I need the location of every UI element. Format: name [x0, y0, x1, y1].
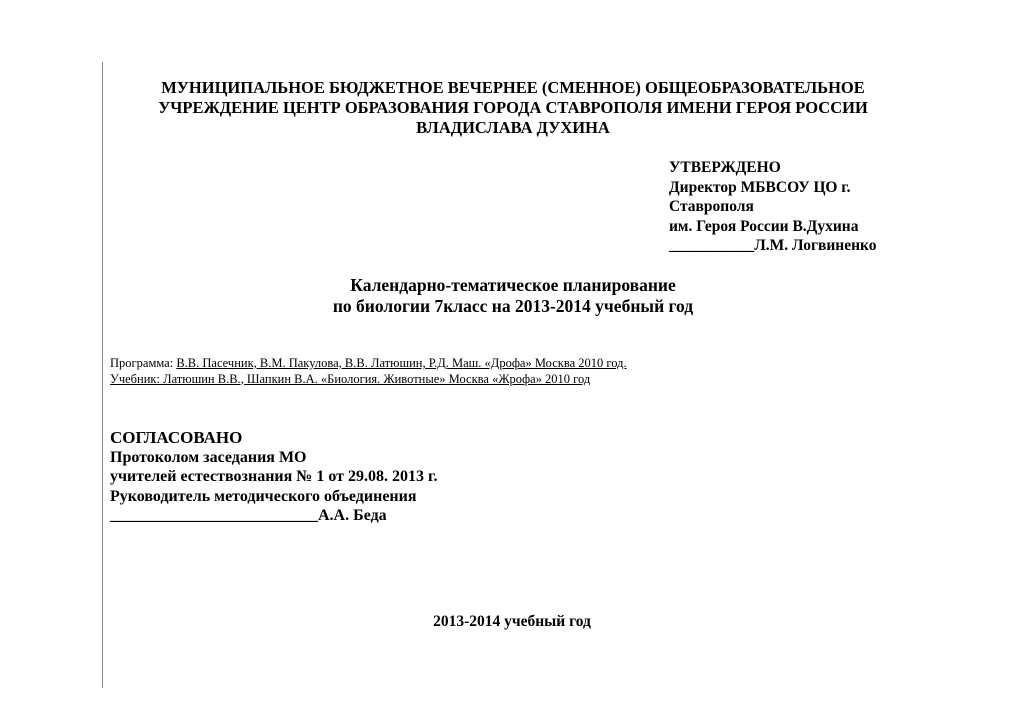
agreed-signature: __________________________А.А. Беда — [110, 507, 387, 524]
organization-header — [110, 78, 916, 138]
academic-year-footer: 2013-2014 учебный год — [433, 613, 591, 630]
approval-title: УТВЕРЖДЕНО — [669, 159, 781, 176]
program-label: Программа: — [110, 356, 174, 370]
organization-name-line-3: ВЛАДИСЛАВА ДУХИНА — [416, 118, 610, 137]
approval-position-line-2: Ставрополя — [669, 198, 754, 215]
approval-block — [669, 158, 877, 256]
agreed-title: СОГЛАСОВАНО — [110, 428, 243, 447]
left-margin-line — [102, 62, 103, 688]
organization-name-line-2: УЧРЕЖДЕНИЕ ЦЕНТР ОБРАЗОВАНИЯ ГОРОДА СТАВРОПОЛЯ ИМЕНИ ГЕРОЯ РОССИИ — [158, 98, 868, 117]
agreed-block — [110, 428, 437, 526]
approval-position-line-3: им. Героя России В.Духина — [669, 217, 859, 235]
program-text: В.В. Пасечник, В.М. Пакулова, В.В. Латюшин, Р.Д. Маш. «Дрофа» Москва 2010 год. — [176, 356, 627, 370]
textbook-label: Учебник: — [110, 371, 160, 386]
agreed-line-3: Руководитель методического объединения — [110, 487, 417, 505]
agreed-line-2: учителей естествознания № 1 от 29.08. 2013 г. — [110, 468, 438, 485]
document-title-line-2: по биологии 7класс на 2013-2014 учебный год — [332, 296, 694, 316]
program-info — [110, 356, 627, 387]
organization-name-line-1: МУНИЦИПАЛЬНОЕ БЮДЖЕТНОЕ ВЕЧЕРНЕЕ (СМЕННОЕ) ОБЩЕОБРАЗОВАТЕЛЬНОЕ — [161, 78, 865, 97]
textbook-text: Латюшин В.В., Шапкин В.А. «Биология. Животные» Москва «Жрофа» 2010 год — [163, 371, 591, 386]
document-title — [213, 275, 813, 317]
program-line — [110, 356, 627, 372]
agreed-line-1: Протоколом заседания МО — [110, 448, 307, 466]
document-title-line-1: Календарно-тематическое планирование — [350, 275, 676, 295]
textbook-line — [110, 372, 627, 388]
approval-signature: ___________Л.М. Логвиненко — [669, 237, 877, 254]
approval-position-line-1: Директор МБВСОУ ЦО г. — [669, 178, 851, 196]
